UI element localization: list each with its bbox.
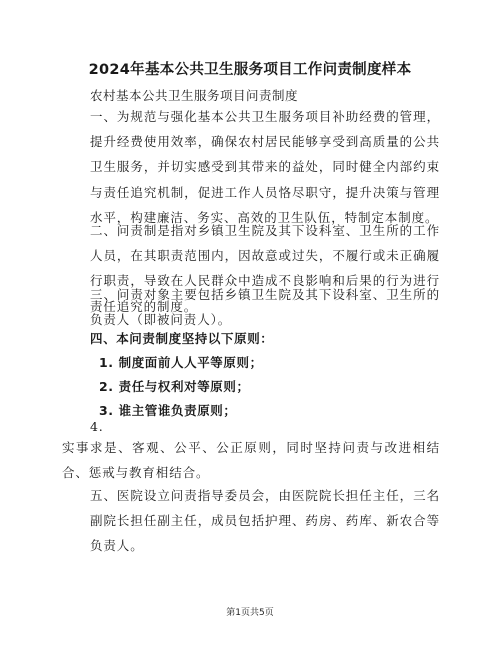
paragraph-1-text: 一、为规范与强化基本公共卫生服务项目补助经费的管理，提升经费使用效率，确保农村居民能够享受到高质量的公共卫生服务，并切实感受到其带来的益处，同时健全内部约束与责任追究机制，促进工作人员恪尽职守，提升决策与管理水平，构建廉洁、务实、高效的卫生队伍，特制定本制度。 (90, 109, 440, 225)
principles-heading: 四、本问责制度坚持以下原则： (90, 331, 274, 346)
principle-4-text: 实事求是、客观、公平、公正原则，同时坚持问责与改进相结合、惩戒与教育相结合。 (62, 440, 440, 481)
paragraph-5-text: 五、医院设立问责指导委员会，由医院院长担任主任，三名副院长担任副主任，成员包括护理、药房、药库、新农合等负责人。 (90, 488, 440, 554)
principle-3: 3. 谁主管谁负责原则； (99, 403, 237, 418)
document-title: 2024年基本公共卫生服务项目工作问责制度样本 (88, 62, 412, 78)
principle-2: 2. 责任与权利对等原则； (99, 379, 250, 394)
document-subtitle: 农村基本公共卫生服务项目问责制度 (90, 88, 299, 103)
paragraph-2-text: 二、问责制是指对乡镇卫生院及其下设科室、卫生所的工作人员，在其职责范围内，因故意或过失，不履行或未正确履行职责，导致在人民群众中造成不良影响和后果的行为进行责任追究的制度。 (90, 223, 440, 314)
principle-4-number: 4. (90, 419, 104, 434)
paragraph-1 (62, 104, 440, 230)
principle-4 (62, 435, 440, 485)
paragraph-3-text: 三、问责对象主要包括乡镇卫生院及其下设科室、卫生所的负责人（即被问责人）。 (90, 287, 440, 328)
paragraph-5 (62, 483, 440, 559)
paragraph-3 (62, 282, 440, 332)
page-number: 第1页共5页 (226, 608, 274, 618)
principle-1: 1. 制度面前人人平等原则； (99, 355, 263, 370)
